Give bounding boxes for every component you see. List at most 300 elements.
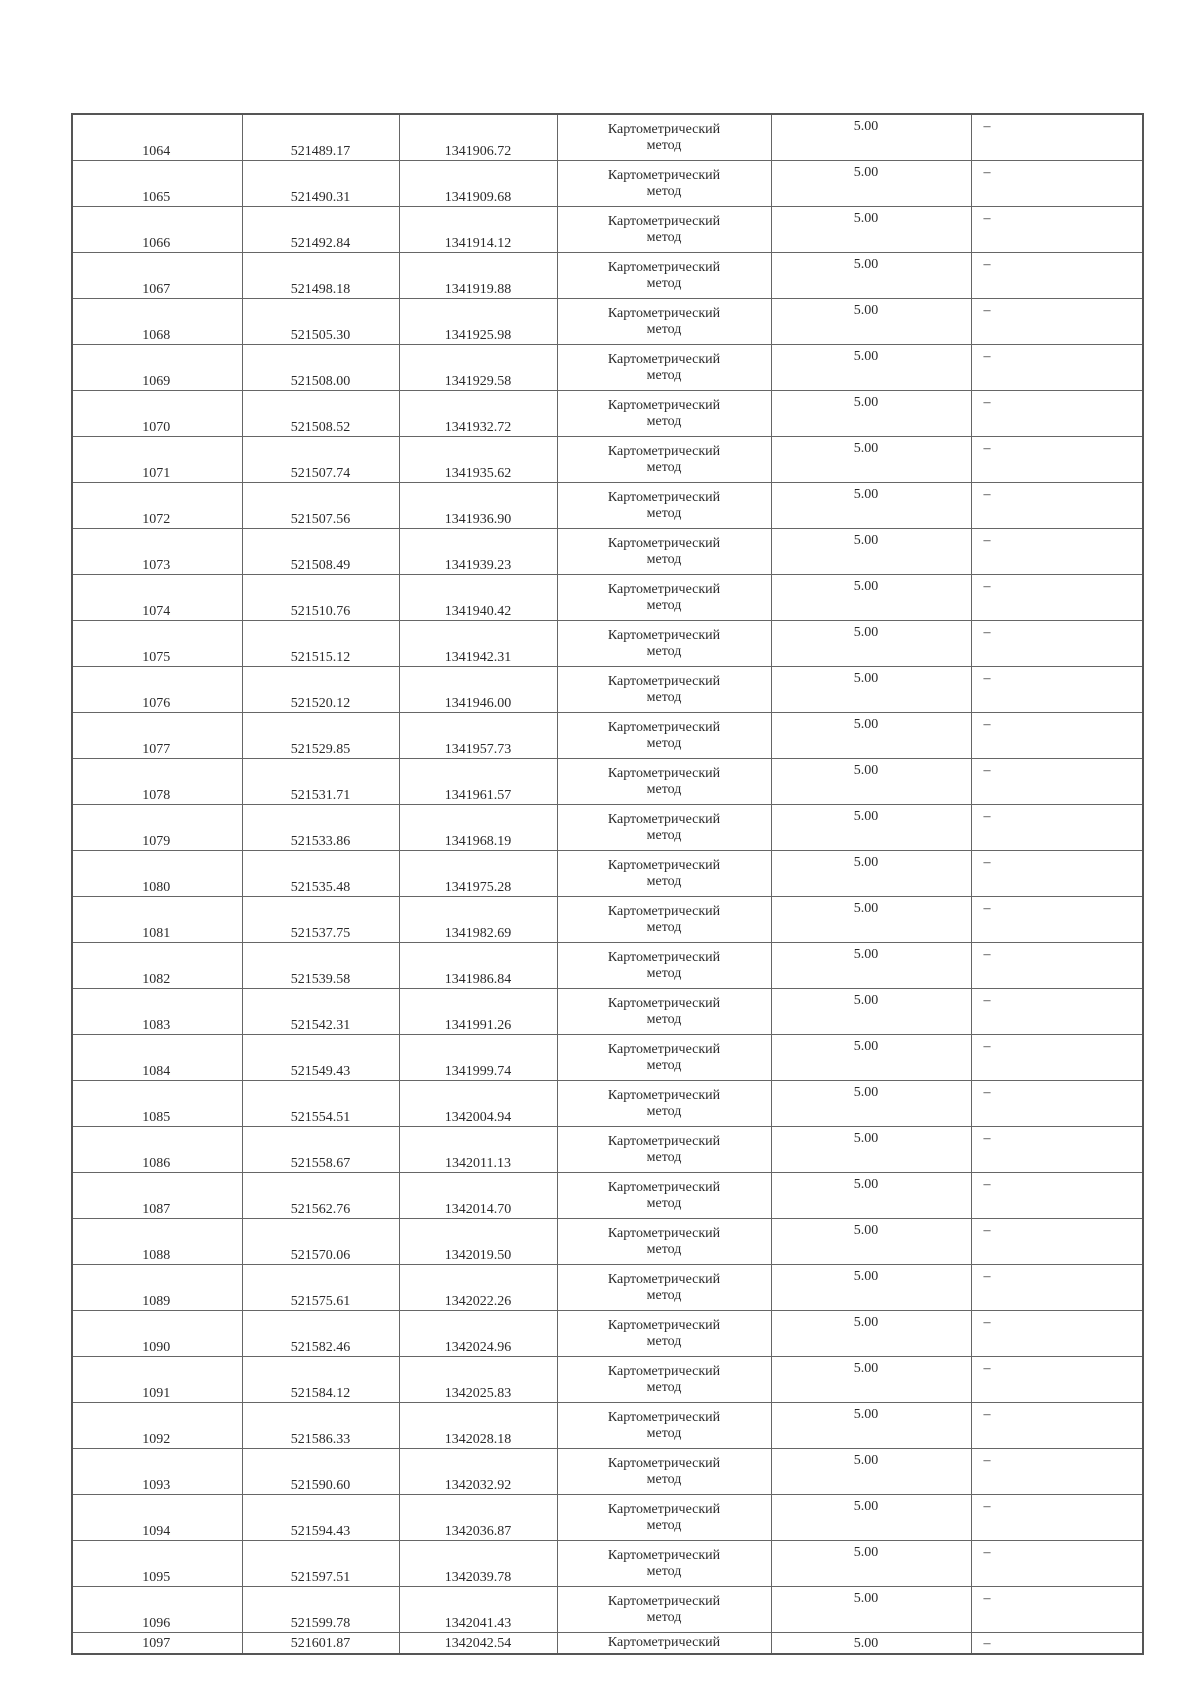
method-line-2: метод — [646, 643, 682, 659]
note-cell: – — [971, 114, 1143, 161]
x-coordinate-cell: 521498.18 — [242, 253, 399, 299]
method-line-2: метод — [646, 1287, 682, 1303]
point-number-cell: 1072 — [72, 483, 242, 529]
y-coordinate-cell: 1341986.84 — [399, 943, 557, 989]
note-cell: – — [971, 391, 1143, 437]
note-cell: – — [971, 1403, 1143, 1449]
point-number-cell: 1096 — [72, 1587, 242, 1633]
method-cell — [557, 437, 771, 483]
error-value-cell: 5.00 — [771, 1357, 971, 1403]
method-line-2: метод — [646, 367, 682, 383]
point-number-cell: 1097 — [72, 1633, 242, 1655]
method-cell — [557, 1173, 771, 1219]
x-coordinate-cell: 521554.51 — [242, 1081, 399, 1127]
method-cell — [557, 299, 771, 345]
coordinates-table-body — [72, 114, 1143, 1654]
method-line-2: метод — [646, 1609, 682, 1625]
point-number-cell: 1076 — [72, 667, 242, 713]
x-coordinate-cell: 521531.71 — [242, 759, 399, 805]
point-number-cell: 1092 — [72, 1403, 242, 1449]
method-line-2: метод — [646, 827, 682, 843]
table-row — [72, 805, 1143, 851]
method-line-2: метод — [646, 689, 682, 705]
note-cell: – — [971, 483, 1143, 529]
error-value-cell: 5.00 — [771, 437, 971, 483]
table-row — [72, 1449, 1143, 1495]
method-cell — [557, 253, 771, 299]
table-row — [72, 1127, 1143, 1173]
method-cell — [557, 1265, 771, 1311]
x-coordinate-cell: 521505.30 — [242, 299, 399, 345]
method-line-1: Картометрический — [607, 719, 721, 735]
method-line-1: Картометрический — [607, 1271, 721, 1287]
method-line-2: метод — [646, 1563, 682, 1579]
y-coordinate-cell: 1341999.74 — [399, 1035, 557, 1081]
table-row — [72, 1357, 1143, 1403]
y-coordinate-cell: 1341961.57 — [399, 759, 557, 805]
table-row — [72, 989, 1143, 1035]
method-cell — [557, 483, 771, 529]
note-cell: – — [971, 1035, 1143, 1081]
x-coordinate-cell: 521510.76 — [242, 575, 399, 621]
y-coordinate-cell: 1341946.00 — [399, 667, 557, 713]
point-number-cell: 1071 — [72, 437, 242, 483]
error-value-cell: 5.00 — [771, 1173, 971, 1219]
method-line-1: Картометрический — [607, 673, 721, 689]
method-line-1: Картометрический — [607, 1133, 721, 1149]
point-number-cell: 1091 — [72, 1357, 242, 1403]
method-line-1: Картометрический — [607, 857, 721, 873]
method-line-1: Картометрический — [607, 259, 721, 275]
method-line-1: Картометрический — [607, 1593, 721, 1609]
method-line-1: Картометрический — [607, 1409, 721, 1425]
note-cell: – — [971, 575, 1143, 621]
table-row — [72, 345, 1143, 391]
error-value-cell: 5.00 — [771, 897, 971, 943]
error-value-cell: 5.00 — [771, 1081, 971, 1127]
table-row — [72, 713, 1143, 759]
method-line-2: метод — [646, 1195, 682, 1211]
note-cell: – — [971, 713, 1143, 759]
y-coordinate-cell: 1341991.26 — [399, 989, 557, 1035]
method-line-1: Картометрический — [607, 167, 721, 183]
table-row — [72, 207, 1143, 253]
note-cell: – — [971, 299, 1143, 345]
point-number-cell: 1075 — [72, 621, 242, 667]
y-coordinate-cell: 1341925.98 — [399, 299, 557, 345]
method-cell — [557, 1587, 771, 1633]
point-number-cell: 1067 — [72, 253, 242, 299]
y-coordinate-cell: 1342025.83 — [399, 1357, 557, 1403]
method-cell — [557, 207, 771, 253]
method-line-1: Картометрический — [607, 1501, 721, 1517]
table-row — [72, 575, 1143, 621]
note-cell: – — [971, 345, 1143, 391]
note-cell: – — [971, 161, 1143, 207]
y-coordinate-cell: 1342014.70 — [399, 1173, 557, 1219]
table-row — [72, 1265, 1143, 1311]
x-coordinate-cell: 521597.51 — [242, 1541, 399, 1587]
table-row — [72, 1035, 1143, 1081]
note-cell: – — [971, 897, 1143, 943]
method-line-1: Картометрический — [607, 351, 721, 367]
table-row — [72, 943, 1143, 989]
table-row — [72, 529, 1143, 575]
method-line-1: Картометрический — [607, 1087, 721, 1103]
y-coordinate-cell: 1342004.94 — [399, 1081, 557, 1127]
method-line-2: метод — [646, 1057, 682, 1073]
note-cell: – — [971, 1587, 1143, 1633]
method-line-1: Картометрический — [607, 1455, 721, 1471]
error-value-cell: 5.00 — [771, 989, 971, 1035]
x-coordinate-cell: 521489.17 — [242, 114, 399, 161]
error-value-cell: 5.00 — [771, 667, 971, 713]
error-value-cell: 5.00 — [771, 253, 971, 299]
method-line-1: Картометрический — [607, 995, 721, 1011]
y-coordinate-cell: 1342036.87 — [399, 1495, 557, 1541]
method-line-2: метод — [646, 873, 682, 889]
method-cell — [557, 1219, 771, 1265]
point-number-cell: 1078 — [72, 759, 242, 805]
note-cell: – — [971, 1633, 1143, 1655]
error-value-cell: 5.00 — [771, 943, 971, 989]
error-value-cell: 5.00 — [771, 1265, 971, 1311]
note-cell: – — [971, 989, 1143, 1035]
method-line-1: Картометрический — [607, 489, 721, 505]
note-cell: – — [971, 1173, 1143, 1219]
note-cell: – — [971, 529, 1143, 575]
table-row — [72, 1633, 1143, 1655]
point-number-cell: 1073 — [72, 529, 242, 575]
x-coordinate-cell: 521507.74 — [242, 437, 399, 483]
error-value-cell: 5.00 — [771, 299, 971, 345]
note-cell: – — [971, 1495, 1143, 1541]
y-coordinate-cell: 1342022.26 — [399, 1265, 557, 1311]
method-cell — [557, 575, 771, 621]
method-line-1: Картометрический — [607, 581, 721, 597]
x-coordinate-cell: 521508.00 — [242, 345, 399, 391]
error-value-cell: 5.00 — [771, 1587, 971, 1633]
x-coordinate-cell: 521562.76 — [242, 1173, 399, 1219]
method-line-2: метод — [646, 1517, 682, 1533]
method-line-2: метод — [646, 1241, 682, 1257]
table-row — [72, 667, 1143, 713]
method-cell — [557, 1081, 771, 1127]
y-coordinate-cell: 1341909.68 — [399, 161, 557, 207]
x-coordinate-cell: 521575.61 — [242, 1265, 399, 1311]
method-cell — [557, 391, 771, 437]
error-value-cell: 5.00 — [771, 207, 971, 253]
x-coordinate-cell: 521586.33 — [242, 1403, 399, 1449]
method-cell — [557, 1541, 771, 1587]
method-line-2: метод — [646, 183, 682, 199]
x-coordinate-cell: 521520.12 — [242, 667, 399, 713]
note-cell: – — [971, 759, 1143, 805]
y-coordinate-cell: 1341942.31 — [399, 621, 557, 667]
method-line-2: метод — [646, 1333, 682, 1349]
table-row — [72, 1403, 1143, 1449]
method-cell — [557, 759, 771, 805]
error-value-cell: 5.00 — [771, 1311, 971, 1357]
error-value-cell: 5.00 — [771, 345, 971, 391]
x-coordinate-cell: 521590.60 — [242, 1449, 399, 1495]
method-line-1: Картометрический — [607, 397, 721, 413]
method-cell — [557, 1127, 771, 1173]
method-line-2: метод — [646, 1149, 682, 1165]
x-coordinate-cell: 521515.12 — [242, 621, 399, 667]
note-cell: – — [971, 943, 1143, 989]
error-value-cell: 5.00 — [771, 1035, 971, 1081]
method-cell — [557, 345, 771, 391]
point-number-cell: 1065 — [72, 161, 242, 207]
method-cell — [557, 1449, 771, 1495]
x-coordinate-cell: 521570.06 — [242, 1219, 399, 1265]
method-line-1: Картометрический — [607, 1363, 721, 1379]
method-cell — [557, 989, 771, 1035]
method-cell — [557, 1403, 771, 1449]
method-line-1: Картометрический — [607, 811, 721, 827]
table-row — [72, 1311, 1143, 1357]
table-row — [72, 851, 1143, 897]
method-line-2: метод — [646, 505, 682, 521]
note-cell: – — [971, 1081, 1143, 1127]
method-line-2: метод — [646, 735, 682, 751]
table-row — [72, 483, 1143, 529]
x-coordinate-cell: 521529.85 — [242, 713, 399, 759]
x-coordinate-cell: 521492.84 — [242, 207, 399, 253]
x-coordinate-cell: 521508.49 — [242, 529, 399, 575]
method-line-2: метод — [646, 1425, 682, 1441]
error-value-cell: 5.00 — [771, 621, 971, 667]
method-line-1: Картометрический — [607, 1041, 721, 1057]
method-cell — [557, 161, 771, 207]
point-number-cell: 1068 — [72, 299, 242, 345]
y-coordinate-cell: 1342039.78 — [399, 1541, 557, 1587]
error-value-cell: 5.00 — [771, 483, 971, 529]
x-coordinate-cell: 521539.58 — [242, 943, 399, 989]
error-value-cell: 5.00 — [771, 1449, 971, 1495]
y-coordinate-cell: 1342032.92 — [399, 1449, 557, 1495]
table-row — [72, 161, 1143, 207]
method-line-1: Картометрический — [607, 121, 721, 137]
y-coordinate-cell: 1341939.23 — [399, 529, 557, 575]
error-value-cell: 5.00 — [771, 1219, 971, 1265]
method-line-1: Картометрический — [607, 1225, 721, 1241]
x-coordinate-cell: 521533.86 — [242, 805, 399, 851]
table-row — [72, 621, 1143, 667]
point-number-cell: 1082 — [72, 943, 242, 989]
method-line-1: Картометрический — [607, 1179, 721, 1195]
x-coordinate-cell: 521542.31 — [242, 989, 399, 1035]
method-cell — [557, 529, 771, 575]
error-value-cell: 5.00 — [771, 1495, 971, 1541]
method-line-1: Картометрический — [607, 1317, 721, 1333]
point-number-cell: 1064 — [72, 114, 242, 161]
method-cell — [557, 897, 771, 943]
note-cell: – — [971, 851, 1143, 897]
x-coordinate-cell: 521549.43 — [242, 1035, 399, 1081]
method-line-2: метод — [646, 1471, 682, 1487]
method-cell — [557, 667, 771, 713]
point-number-cell: 1079 — [72, 805, 242, 851]
method-line-1: Картометрический — [607, 443, 721, 459]
y-coordinate-cell: 1341957.73 — [399, 713, 557, 759]
point-number-cell: 1088 — [72, 1219, 242, 1265]
y-coordinate-cell: 1341929.58 — [399, 345, 557, 391]
point-number-cell: 1077 — [72, 713, 242, 759]
method-cell — [557, 1311, 771, 1357]
error-value-cell: 5.00 — [771, 161, 971, 207]
note-cell: – — [971, 437, 1143, 483]
note-cell: – — [971, 207, 1143, 253]
y-coordinate-cell: 1342042.54 — [399, 1633, 557, 1655]
table-row — [72, 897, 1143, 943]
y-coordinate-cell: 1341935.62 — [399, 437, 557, 483]
error-value-cell: 5.00 — [771, 1403, 971, 1449]
error-value-cell: 5.00 — [771, 851, 971, 897]
x-coordinate-cell: 521594.43 — [242, 1495, 399, 1541]
point-number-cell: 1066 — [72, 207, 242, 253]
point-number-cell: 1085 — [72, 1081, 242, 1127]
note-cell: – — [971, 1265, 1143, 1311]
y-coordinate-cell: 1342019.50 — [399, 1219, 557, 1265]
y-coordinate-cell: 1342024.96 — [399, 1311, 557, 1357]
y-coordinate-cell: 1341932.72 — [399, 391, 557, 437]
x-coordinate-cell: 521507.56 — [242, 483, 399, 529]
point-number-cell: 1089 — [72, 1265, 242, 1311]
method-line-2: метод — [646, 413, 682, 429]
method-line-2: метод — [646, 597, 682, 613]
point-number-cell: 1074 — [72, 575, 242, 621]
point-number-cell: 1083 — [72, 989, 242, 1035]
note-cell: – — [971, 805, 1143, 851]
method-line-1: Картометрический — [607, 765, 721, 781]
point-number-cell: 1095 — [72, 1541, 242, 1587]
method-line-1: Картометрический — [607, 627, 721, 643]
method-line-2: метод — [646, 781, 682, 797]
table-row — [72, 253, 1143, 299]
method-line-2: метод — [646, 1011, 682, 1027]
method-cell — [557, 1035, 771, 1081]
table-row — [72, 1219, 1143, 1265]
method-cell — [557, 943, 771, 989]
point-number-cell: 1087 — [72, 1173, 242, 1219]
error-value-cell: 5.00 — [771, 575, 971, 621]
error-value-cell: 5.00 — [771, 1541, 971, 1587]
point-number-cell: 1069 — [72, 345, 242, 391]
method-line-2: метод — [646, 1103, 682, 1119]
error-value-cell: 5.00 — [771, 759, 971, 805]
method-line-1: Картометрический — [607, 903, 721, 919]
error-value-cell: 5.00 — [771, 391, 971, 437]
point-number-cell: 1086 — [72, 1127, 242, 1173]
method-cell — [557, 851, 771, 897]
method-cell — [557, 1633, 771, 1655]
point-number-cell: 1084 — [72, 1035, 242, 1081]
x-coordinate-cell: 521601.87 — [242, 1633, 399, 1655]
method-line-2: метод — [646, 229, 682, 245]
method-cell — [557, 1495, 771, 1541]
method-line-1: Картометрический — [607, 949, 721, 965]
y-coordinate-cell: 1341968.19 — [399, 805, 557, 851]
table-row — [72, 299, 1143, 345]
method-line-2: метод — [646, 321, 682, 337]
method-line-2: метод — [646, 137, 682, 153]
method-line-1: Картометрический — [607, 1547, 721, 1563]
error-value-cell: 5.00 — [771, 114, 971, 161]
point-number-cell: 1090 — [72, 1311, 242, 1357]
error-value-cell: 5.00 — [771, 529, 971, 575]
point-number-cell: 1070 — [72, 391, 242, 437]
note-cell: – — [971, 1311, 1143, 1357]
y-coordinate-cell: 1341975.28 — [399, 851, 557, 897]
y-coordinate-cell: 1342028.18 — [399, 1403, 557, 1449]
note-cell: – — [971, 1127, 1143, 1173]
coordinates-table — [71, 113, 1144, 1655]
note-cell: – — [971, 621, 1143, 667]
table-row — [72, 1587, 1143, 1633]
method-line-1: Картометрический — [607, 535, 721, 551]
table-row — [72, 1081, 1143, 1127]
method-line-2: метод — [646, 965, 682, 981]
table-row — [72, 1541, 1143, 1587]
method-line-1: Картометрический — [607, 305, 721, 321]
note-cell: – — [971, 667, 1143, 713]
method-line-2: метод — [646, 1379, 682, 1395]
x-coordinate-cell: 521537.75 — [242, 897, 399, 943]
y-coordinate-cell: 1342041.43 — [399, 1587, 557, 1633]
method-line-2: метод — [646, 275, 682, 291]
x-coordinate-cell: 521584.12 — [242, 1357, 399, 1403]
method-cell — [557, 114, 771, 161]
x-coordinate-cell: 521490.31 — [242, 161, 399, 207]
note-cell: – — [971, 1357, 1143, 1403]
y-coordinate-cell: 1342011.13 — [399, 1127, 557, 1173]
table-row — [72, 114, 1143, 161]
table-row — [72, 759, 1143, 805]
method-line-2: метод — [646, 919, 682, 935]
method-cell — [557, 1357, 771, 1403]
y-coordinate-cell: 1341936.90 — [399, 483, 557, 529]
point-number-cell: 1080 — [72, 851, 242, 897]
table-row — [72, 391, 1143, 437]
method-line-1: Картометрический — [607, 1635, 721, 1650]
method-line-1: Картометрический — [607, 213, 721, 229]
note-cell: – — [971, 253, 1143, 299]
method-cell — [557, 805, 771, 851]
error-value-cell: 5.00 — [771, 1127, 971, 1173]
note-cell: – — [971, 1219, 1143, 1265]
table-row — [72, 437, 1143, 483]
method-cell — [557, 713, 771, 759]
y-coordinate-cell: 1341940.42 — [399, 575, 557, 621]
point-number-cell: 1094 — [72, 1495, 242, 1541]
method-line-2: метод — [646, 459, 682, 475]
y-coordinate-cell: 1341919.88 — [399, 253, 557, 299]
error-value-cell: 5.00 — [771, 713, 971, 759]
y-coordinate-cell: 1341982.69 — [399, 897, 557, 943]
error-value-cell: 5.00 — [771, 1633, 971, 1655]
method-line-2: метод — [646, 551, 682, 567]
y-coordinate-cell: 1341914.12 — [399, 207, 557, 253]
point-number-cell: 1093 — [72, 1449, 242, 1495]
y-coordinate-cell: 1341906.72 — [399, 114, 557, 161]
x-coordinate-cell: 521535.48 — [242, 851, 399, 897]
point-number-cell: 1081 — [72, 897, 242, 943]
method-cell — [557, 621, 771, 667]
table-row — [72, 1173, 1143, 1219]
x-coordinate-cell: 521582.46 — [242, 1311, 399, 1357]
